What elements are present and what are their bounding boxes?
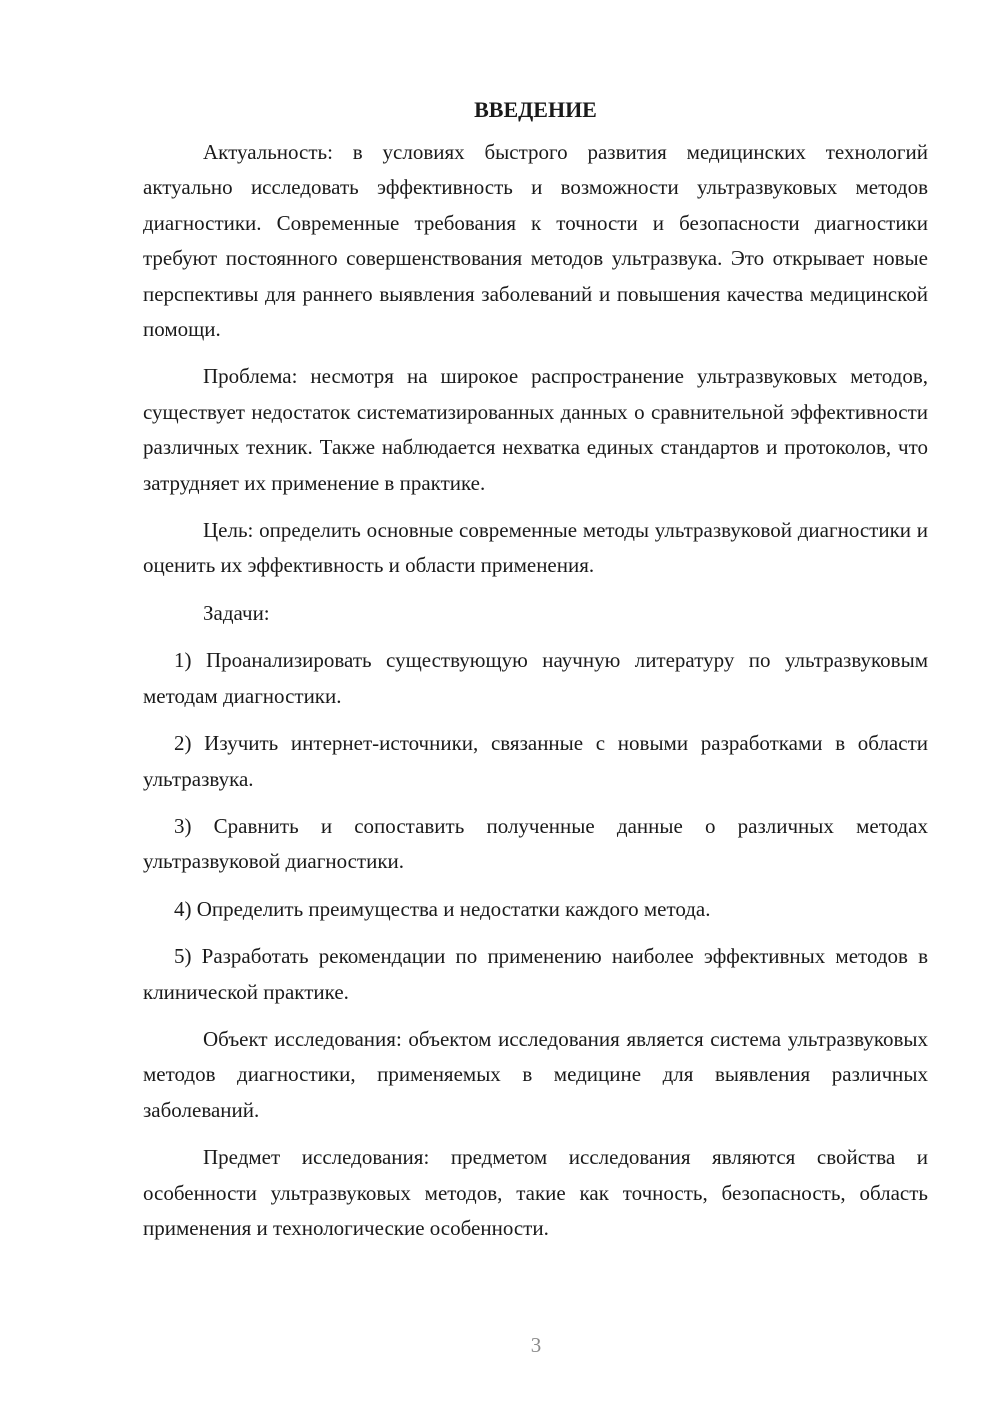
task-item-1: 1) Проанализировать существующую научную литературу по ультразвуковым методам диагностики. [143,648,928,708]
subject-paragraph: Предмет исследования: предметом исследования являются свойства и особенности ультразвуковых методов, такие как точность, безопасность, область применения и технологические особенности. [143,1145,928,1240]
task-item-4: 4) Определить преимущества и недостатки каждого метода. [174,896,711,921]
relevance-paragraph: Актуальность: в условиях быстрого развития медицинских технологий актуально исследовать эффективность и возможности ультразвуковых методов диагностики. Современные требования к точности и безопасности диагностики требуют постоянного совершенствования методов ультразвука. Это открывает новые перспективы для раннего выявления заболеваний и повышения качества медицинской помощи. [143,140,928,342]
page-number: 3 [530,1333,542,1357]
problem-paragraph: Проблема: несмотря на широкое распространение ультразвуковых методов, существует недостаток систематизированных данных о сравнительной эффективности различных техник. Также наблюдается нехватка единых стандартов и протоколов, что затрудняет их применение в практике. [143,364,928,495]
task-item-3: 3) Сравнить и сопоставить полученные данные о различных методах ультразвуковой диагностики. [143,813,928,874]
section-heading: ВВЕДЕНИЕ [474,97,597,122]
task-item-2: 2) Изучить интернет-источники, связанные с новыми разработками в области ультразвука. [143,731,928,791]
tasks-label: Задачи: [203,600,270,625]
object-paragraph: Объект исследования: объектом исследования является система ультразвуковых методов диагностики, применяемых в медицине для выявления различных заболеваний. [143,1026,928,1122]
goal-paragraph: Цель: определить основные современные методы ультразвуковой диагностики и оценить их эффективность и области применения. [143,518,928,578]
document-page [143,92,928,1246]
task-item-5: 5) Разработать рекомендации по применению наиболее эффективных методов в клинической практике. [143,944,928,1004]
